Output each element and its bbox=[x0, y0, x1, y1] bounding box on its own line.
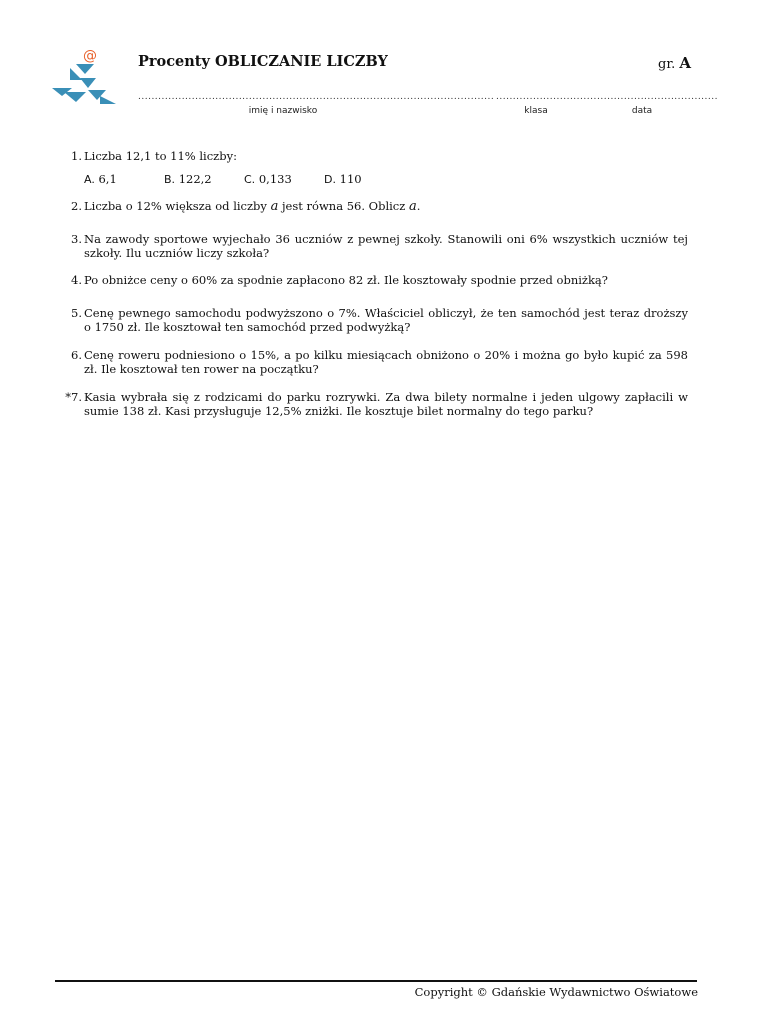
task-7 bbox=[64, 390, 688, 418]
copyright-notice: Copyright © Gdańskie Wydawnictwo Oświatowe bbox=[414, 985, 698, 999]
class-field-line[interactable]: .............................. bbox=[496, 92, 597, 102]
group-label bbox=[658, 54, 691, 72]
answer-options bbox=[84, 172, 688, 187]
task-number: 5. bbox=[71, 306, 82, 320]
task-number: 6. bbox=[71, 348, 82, 362]
group-prefix: gr. bbox=[658, 57, 676, 72]
at-sign-icon: @ bbox=[83, 48, 97, 64]
task-text: Po obniżce ceny o 60% za spodnie zapłacono 82 zł. Ile kosztowały spodnie przed obniżką? bbox=[84, 273, 608, 287]
task-5 bbox=[64, 306, 688, 334]
task-2 bbox=[64, 199, 688, 214]
task-4 bbox=[64, 273, 688, 287]
task-text: Liczba o 12% większa od liczby a jest równa 56. Oblicz a. bbox=[84, 199, 421, 214]
group-letter: A bbox=[679, 54, 692, 72]
date-field-caption: data bbox=[631, 106, 653, 116]
answer-a[interactable]: A. 6,1 bbox=[84, 172, 117, 186]
answer-b[interactable]: B. 122,2 bbox=[164, 172, 212, 186]
variable-a: a bbox=[270, 199, 279, 214]
name-field-caption: imię i nazwisko bbox=[248, 106, 318, 116]
date-field-line[interactable]: .................................... bbox=[597, 92, 718, 102]
class-field-caption: klasa bbox=[524, 106, 548, 116]
task-number: *7. bbox=[65, 390, 82, 404]
task-number: 4. bbox=[71, 273, 82, 287]
task-3 bbox=[64, 232, 688, 260]
publisher-logo bbox=[50, 44, 120, 108]
task-text: Liczba 12,1 to 11% liczby: bbox=[84, 149, 237, 163]
task-1 bbox=[64, 149, 688, 187]
name-field-line[interactable]: .......................................................................................................... bbox=[138, 92, 495, 102]
task-text: Cenę roweru podniesiono o 15%, a po kilku miesiącach obniżono o 20% i można go było kupić za 598 zł. Ile kosztował ten rower na początku? bbox=[84, 348, 688, 376]
task-number: 1. bbox=[71, 149, 82, 163]
worksheet-title: Procenty OBLICZANIE LICZBY bbox=[138, 53, 388, 70]
variable-a: a bbox=[408, 199, 417, 214]
task-number: 3. bbox=[71, 232, 82, 246]
answer-d[interactable]: D. 110 bbox=[324, 172, 362, 186]
task-text: Kasia wybrała się z rodzicami do parku rozrywki. Za dwa bilety normalne i jeden ulgowy zapłacili w sumie 138 zł. Kasi przysługuje 12,5% zniżki. Ile kosztuje bilet normalny do tego parku? bbox=[84, 390, 688, 418]
task-text: Cenę pewnego samochodu podwyższono o 7%. Właściciel obliczył, że ten samochód jest teraz droższy o 1750 zł. Ile kosztował ten samochód przed podwyżką? bbox=[84, 306, 688, 334]
task-text: Na zawody sportowe wyjechało 36 uczniów z pewnej szkoły. Stanowili oni 6% wszystkich uczniów tej szkoły. Ilu uczniów liczy szkoła? bbox=[84, 232, 688, 260]
task-6 bbox=[64, 348, 688, 376]
task-number: 2. bbox=[71, 199, 82, 213]
footer-divider bbox=[55, 980, 697, 982]
answer-c[interactable]: C. 0,133 bbox=[244, 172, 292, 186]
